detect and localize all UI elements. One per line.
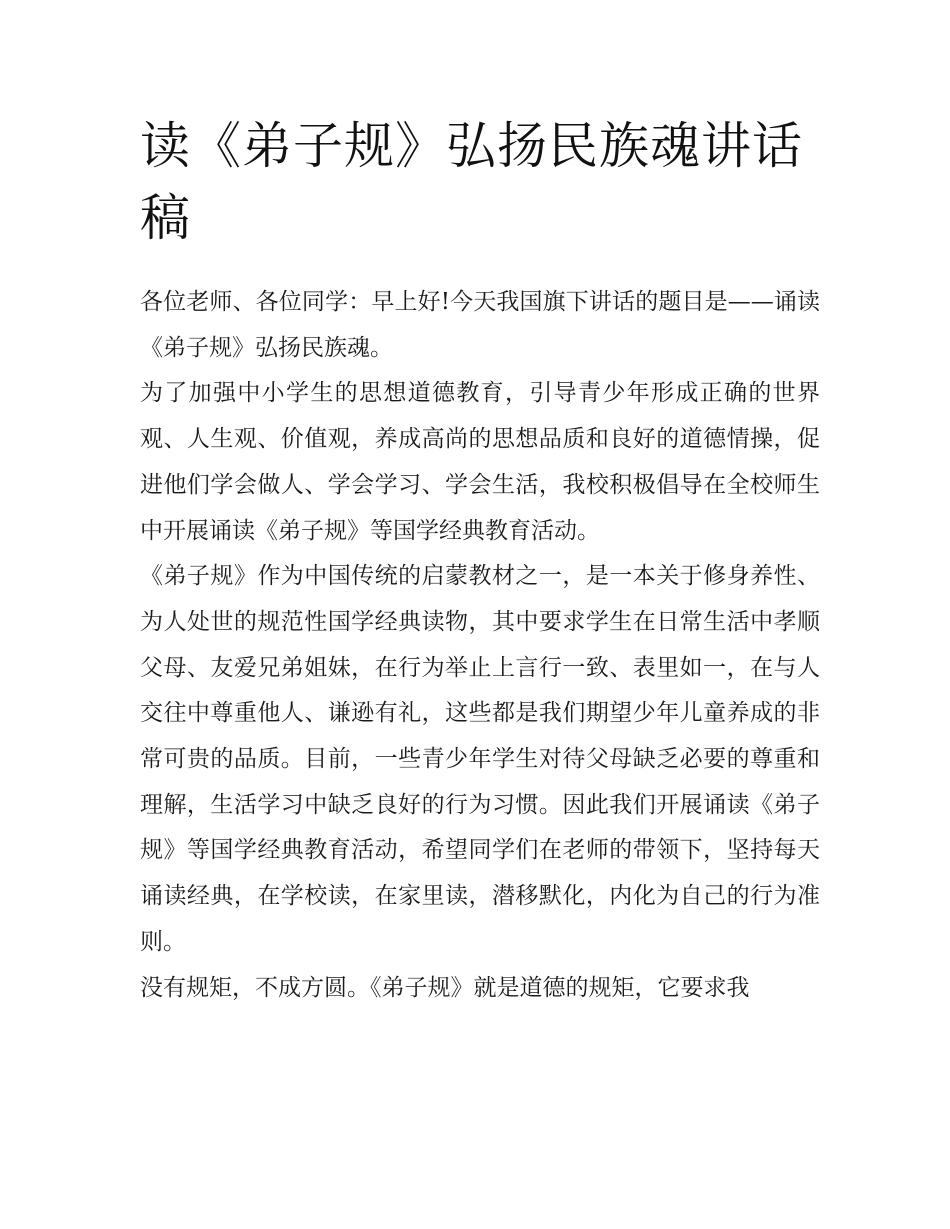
paragraph-dizigui-intro: 《弟子规》作为中国传统的启蒙教材之一，是一本关于修身养性、为人处世的规范性国学经典读物，其中要求学生在日常生活中孝顺父母、友爱兄弟姐妹，在行为举止上言行一致、表里如一，在与人交往中尊重他人、谦逊有礼，这些都是我们期望少年儿童养成的非常可贵的品质。目前，一些青少年学生对待父母缺乏必要的尊重和理解，生活学习中缺乏良好的行为习惯。因此我们开展诵读《弟子规》等国学经典教育活动，希望同学们在老师的带领下，坚持每天诵读经典，在学校读，在家里读，潜移默化，内化为自己的行为准则。	[140, 563, 820, 955]
paragraph-rules: 没有规矩，不成方圆。《弟子规》就是道德的规矩，它要求我	[140, 974, 750, 1001]
paragraph-greeting: 各位老师、各位同学：早上好!今天我国旗下讲话的题目是——诵读《弟子规》弘扬民族魂。	[140, 289, 820, 361]
document-body	[140, 280, 820, 1011]
paragraph-purpose: 为了加强中小学生的思想道德教育，引导青少年形成正确的世界观、人生观、价值观，养成高尚的思想品质和良好的道德情操，促进他们学会做人、学会学习、学会生活，我校积极倡导在全校师生中开展诵读《弟子规》等国学经典教育活动。	[140, 380, 820, 544]
document-title: 读《弟子规》弘扬民族魂讲话稿	[140, 117, 803, 247]
